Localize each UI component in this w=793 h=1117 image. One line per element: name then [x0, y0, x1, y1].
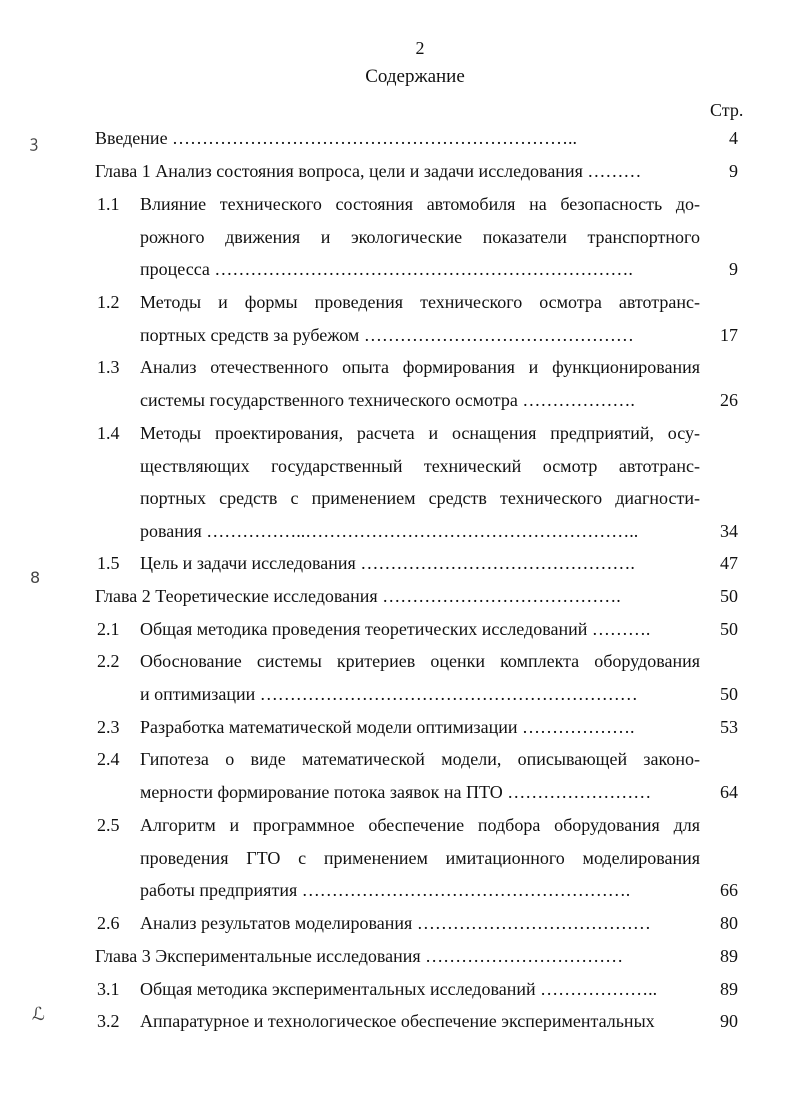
toc-entry-page: 50: [720, 683, 738, 704]
toc-entry-number: 2.1: [97, 619, 120, 639]
toc-entry-page: 90: [720, 1011, 738, 1031]
margin-mark: 8: [30, 568, 41, 587]
toc-entry-page: 89: [720, 946, 738, 966]
toc-entry-line: процесса …………………………………………………………….: [140, 259, 633, 279]
toc-entry-line: Аппаратурное и технологическое обеспечение экспериментальных: [140, 1011, 655, 1031]
page-title: Содержание: [365, 66, 465, 87]
toc-entry-line: Методы и формы проведения технического осмотра автотранс-: [140, 292, 700, 312]
toc-entry-title: [140, 351, 700, 416]
toc-entry-title: [140, 645, 700, 710]
toc-entry-page: 66: [720, 880, 738, 900]
toc-entry-title: [140, 743, 700, 808]
toc-entry-line: Введение …………………………………………………………..: [95, 128, 578, 148]
toc-entry-page: 26: [720, 389, 738, 410]
toc-entry-number: 1.2: [97, 292, 120, 312]
toc-entry-line: Анализ отечественного опыта формирования и функционирования: [140, 357, 700, 377]
toc-entry-line: Алгоритм и программное обеспечение подбора оборудования для: [140, 815, 700, 835]
toc-entry-line: Общая методика проведения теоретических исследований ……….: [140, 619, 651, 639]
toc-entry-line: портных средств за рубежом ………………………………………: [140, 324, 634, 345]
toc-entry-title: [140, 907, 700, 940]
toc-entry-line: Глава 2 Теоретические исследования ………………………………….: [95, 586, 621, 606]
page-number: 2: [415, 38, 425, 58]
toc-entry-title: [140, 973, 700, 1006]
toc-entry-title: [140, 547, 700, 580]
toc-entry-title: [140, 1005, 700, 1038]
toc-entry-title: [140, 188, 700, 286]
toc-entry-line: Влияние технического состояния автомобиля на безопасность до-: [140, 194, 700, 214]
toc-entry-page: 47: [720, 553, 738, 573]
toc-entry-line: мерности формирование потока заявок на ПТО ……………………: [140, 781, 652, 802]
toc-entry-title: [140, 711, 700, 744]
toc-entry-number: 1.5: [97, 553, 120, 573]
toc-entry-line: Глава 3 Экспериментальные исследования ……………………………: [95, 946, 624, 966]
toc-entry-number: 1.4: [97, 423, 120, 443]
toc-entry-line: и оптимизации ………………………………………………………: [140, 683, 638, 704]
toc-entry-page: 50: [720, 619, 738, 639]
toc-entry-line: ществляющих государственный технический осмотр автотранс-: [140, 455, 700, 476]
toc-entry-line: Методы проектирования, расчета и оснащения предприятий, осу-: [140, 423, 700, 443]
toc-entry-line: рования ……………..………………………………………………..: [140, 520, 639, 541]
toc-entry-number: 2.3: [97, 717, 120, 737]
toc-entry-line: Разработка математической модели оптимизации ……………….: [140, 717, 635, 737]
toc-entry-line: системы государственного технического осмотра ……………….: [140, 389, 635, 410]
toc-entry-title: [140, 286, 700, 351]
toc-entry-line: Цель и задачи исследования ……………………………………….: [140, 553, 635, 573]
toc-entry-line: Общая методика экспериментальных исследований ………………..: [140, 979, 658, 999]
toc-entry-page: 9: [729, 259, 738, 279]
toc-entry-number: 3.2: [97, 1011, 120, 1031]
toc-entry-line: рожного движения и экологические показатели транспортного: [140, 226, 700, 247]
toc-entry-page: 80: [720, 913, 738, 933]
toc-entry-title: [95, 580, 700, 613]
toc-entry-number: 2.5: [97, 815, 120, 835]
toc-entry-line: Анализ результатов моделирования …………………………………: [140, 913, 651, 933]
toc-entry-number: 2.4: [97, 749, 120, 769]
toc-entry-page: 50: [720, 586, 738, 606]
toc-entry-title: [95, 155, 700, 188]
toc-entry-line: Глава 1 Анализ состояния вопроса, цели и задачи исследования ………: [95, 161, 642, 181]
toc-entry-title: [95, 940, 700, 973]
toc-entry-number: 3.1: [97, 979, 120, 999]
toc-entry-number: 2.2: [97, 651, 120, 671]
margin-mark: ℒ: [32, 1004, 45, 1025]
margin-mark: ꝫ: [30, 132, 39, 151]
toc-entry-page: 53: [720, 717, 738, 737]
toc-entry-line: проведения ГТО с применением имитационного моделирования: [140, 847, 700, 868]
toc-entry-title: [140, 417, 700, 547]
toc-entry-line: Гипотеза о виде математической модели, описывающей законо-: [140, 749, 700, 769]
toc-entry-title: [140, 613, 700, 646]
page-column-header: Стр.: [710, 100, 744, 120]
toc-entry-number: 2.6: [97, 913, 120, 933]
toc-entry-line: Обоснование системы критериев оценки комплекта оборудования: [140, 651, 700, 671]
toc-entry-number: 1.1: [97, 194, 120, 214]
toc-entry-number: 1.3: [97, 357, 120, 377]
toc-entry-title: [140, 809, 700, 907]
toc-entry-page: 4: [729, 128, 738, 148]
toc-entry-page: 9: [729, 161, 738, 181]
toc-entry-page: 17: [720, 324, 738, 345]
toc-entry-line: портных средств с применением средств технического диагности-: [140, 488, 700, 508]
toc-entry-page: 64: [720, 781, 738, 802]
toc-entry-line: работы предприятия ……………………………………………….: [140, 880, 631, 900]
toc-entry-title: [95, 122, 700, 155]
toc-entry-page: 34: [720, 520, 738, 541]
toc-entry-page: 89: [720, 979, 738, 999]
